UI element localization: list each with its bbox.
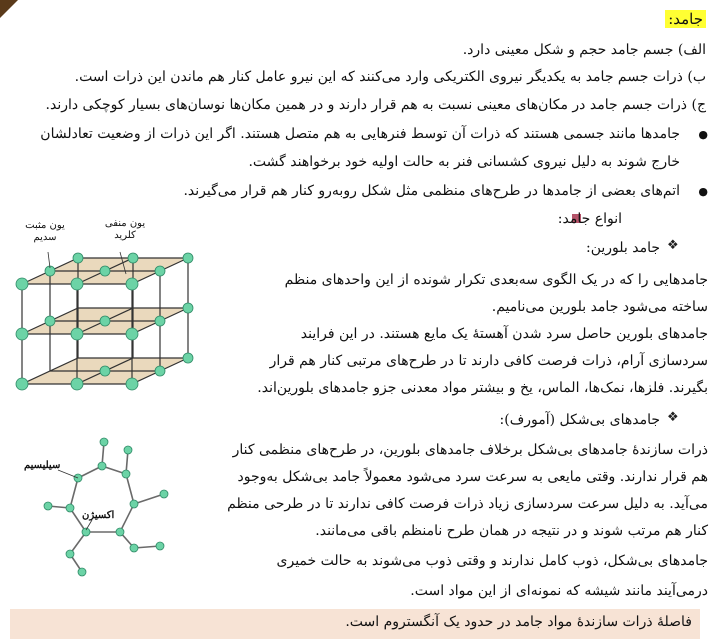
section-title xyxy=(665,9,706,29)
sodium-ion xyxy=(100,266,110,276)
diamond-bullet-icon: ❖ xyxy=(667,238,679,253)
silicon-atom xyxy=(98,462,106,470)
bullet2-line1: اتم‌های بعضی از جامدها در طرح‌های منظمی مثل شکل روبه‌رو کنار هم قرار می‌گیرند. xyxy=(183,183,680,199)
sodium-ion xyxy=(16,278,28,290)
chloride-ion xyxy=(155,266,165,276)
crystal-heading: جامد بلورین: xyxy=(585,240,660,256)
chloride-ion xyxy=(16,328,28,340)
chloride-ion xyxy=(183,303,193,313)
diamond-bullet-icon: ❖ xyxy=(667,410,679,425)
oxygen-atom xyxy=(124,446,132,454)
bullet1-line2: خارج شوند به دلیل نیروی کشسانی فنر به حالت اولیه خود برخواهند گشت. xyxy=(248,154,680,170)
crystal-p2-line1: جامدهای بلورین حاصل سرد شدن آهستهٔ یک مایع هستند. در این فرایند xyxy=(300,326,708,342)
bullet-icon: ● xyxy=(698,185,708,198)
title-text: جامد: xyxy=(665,10,706,28)
note-box xyxy=(10,609,700,639)
silicon-atom xyxy=(122,470,130,478)
sodium-ion xyxy=(45,316,55,326)
oxygen-atom xyxy=(130,500,138,508)
amorphous-p1-line1: ذرات سازندهٔ جامدهای بی‌شکل برخلاف جامدهای بلورین، در طرح‌های منظمی کنار xyxy=(232,442,708,458)
sodium-ion xyxy=(71,328,83,340)
line-a: الف) جسم جامد حجم و شکل معینی دارد. xyxy=(462,42,706,58)
crystal-p2-line2: سردسازی آرام، ذرات فرصت کافی دارند تا در طرح‌های مرتبی کنار هم قرار xyxy=(269,353,708,369)
sodium-ion xyxy=(183,353,193,363)
oxygen-atom xyxy=(82,528,90,536)
line-c: ج) ذرات جسم جامد در مکان‌های معینی نسبت به هم قرار دارند و در همین مکان‌ها نوسان‌های بسیار کوچکی دارند. xyxy=(45,97,706,113)
sodium-ion xyxy=(16,378,28,390)
sodium-ion xyxy=(126,378,138,390)
chloride-label: یون منفی کلرید xyxy=(104,218,146,241)
silicon-label: سیلیسیم xyxy=(24,460,61,471)
oxygen-atom xyxy=(78,568,86,576)
amorphous-p2-line2: درمی‌آیند مانند شیشه که نمونه‌ای از این مواد است. xyxy=(410,583,708,599)
line-b: ب) ذرات جسم جامد به یکدیگر نیروی الکتریکی وارد می‌کنند که این نیرو عامل کنار هم ماندن این ذرات است. xyxy=(74,69,706,85)
silicon-atom xyxy=(116,528,124,536)
amorphous-p1-line4: کنار هم مرتب شوند و در نتیجه در همان طرح نامنظم باقی می‌مانند. xyxy=(315,523,708,539)
sodium-label: یون مثبت سدیم xyxy=(25,220,65,243)
bullet-icon: ● xyxy=(698,128,708,141)
chloride-ion xyxy=(100,316,110,326)
oxygen-atom xyxy=(160,490,168,498)
chloride-ion xyxy=(71,378,83,390)
chloride-ion xyxy=(71,278,83,290)
silicon-atom xyxy=(66,550,74,558)
sodium-ion xyxy=(73,253,83,263)
crystal-p1-line1: جامدهایی را که در یک الگوی سه‌بعدی تکرار شونده از این واحدهای منظم xyxy=(284,272,708,288)
oxygen-atom xyxy=(44,502,52,510)
amorphous-heading: جامدهای بی‌شکل (آمورف): xyxy=(499,412,660,428)
types-heading: انواع جامد: xyxy=(557,211,622,227)
amorphous-p2-line1: جامدهای بی‌شکل، ذوب کامل ندارند و وقتی ذوب می‌شوند به حالت خمیری xyxy=(276,553,708,569)
chloride-ion xyxy=(126,328,138,340)
sodium-ion xyxy=(155,316,165,326)
sodium-ion xyxy=(126,278,138,290)
note-text: فاصلهٔ ذرات سازندهٔ مواد جامد در حدود یک آنگستروم است. xyxy=(345,614,692,630)
sodium-ion xyxy=(183,253,193,263)
sodium-ion xyxy=(100,366,110,376)
amorphous-p1-line3: می‌آید. به دلیل سرعت سردسازی زیاد ذرات فرصت کافی ندارند تا در طرحی منظم xyxy=(227,496,708,512)
crystal-p2-line3: بگیرند. فلزها، نمک‌ها، الماس، یخ و بیشتر مواد معدنی جزو جامدهای بلورین‌اند. xyxy=(257,380,708,396)
oxygen-atom xyxy=(130,544,138,552)
silicon-atom xyxy=(156,542,164,550)
amorphous-p1-line2: هم قرار ندارند. وقتی مایعی به سرعت سرد می‌شود معمولاً جامد بی‌شکل به‌وجود xyxy=(237,469,708,485)
corner-arrow-icon xyxy=(0,0,22,22)
crystal-p1-line2: ساخته می‌شود جامد بلورین می‌نامیم. xyxy=(491,299,708,315)
silicon-atom xyxy=(66,504,74,512)
oxygen-label: اکسیژن xyxy=(82,510,115,521)
oxygen-atom xyxy=(100,438,108,446)
bullet1-line1: جامدها مانند جسمی هستند که ذرات آن توسط فنرهایی به هم متصل هستند. اگر این ذرات از وضعیت تعادلشان xyxy=(40,126,680,142)
chloride-ion xyxy=(155,366,165,376)
chloride-ion xyxy=(128,253,138,263)
